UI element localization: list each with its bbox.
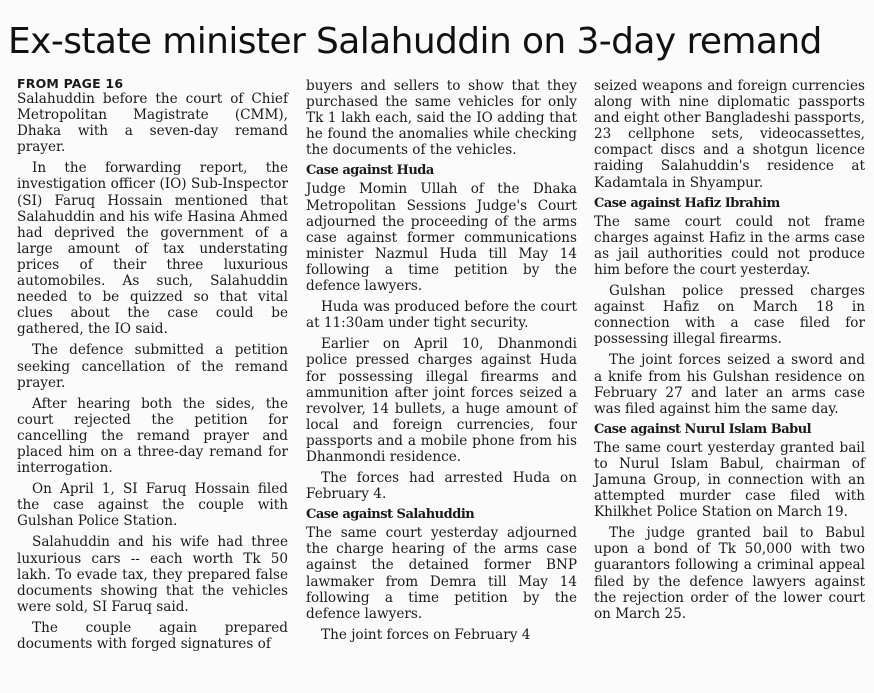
article-column-2 — [306, 78, 577, 648]
body-paragraph: In the forwarding report, the investigation officer (IO) Sub-Inspector (SI) Faruq Hossain mentioned that Salahuddin and his wife Hasina Ahmed had deprived the government of a large amount of tax understating prices of their three luxurious automobiles. As such, Salahuddin needed to be quizzed so that vital clues about the case could be gathered, the IO said. — [17, 160, 288, 338]
body-paragraph: The joint forces seized a sword and a knife from his Gulshan residence on February 27 and later an arms case was filed against him the same day. — [594, 352, 865, 417]
subhead-case-against-hafiz-ibrahim: Case against Hafiz Ibrahim — [594, 195, 780, 211]
subhead-case-against-nurul-islam-babul: Case against Nurul Islam Babul — [594, 421, 812, 437]
body-paragraph: After hearing both the sides, the court rejected the petition for cancelling the remand prayer and placed him on a three-day remand for interrogation. — [17, 395, 288, 477]
body-paragraph: Gulshan police pressed charges against Hafiz on March 18 in connection with a case filed for possessing illegal firearms. — [594, 283, 865, 348]
body-paragraph: The defence submitted a petition seeking cancellation of the remand prayer. — [17, 342, 288, 391]
body-paragraph: The same court yesterday adjourned the charge hearing of the arms case against the detained former BNP lawmaker from Demra till May 14 following a time petition by the defence lawyers. — [306, 525, 577, 622]
body-paragraph: Salahuddin before the court of Chief Metropolitan Magistrate (CMM), Dhaka with a seven-day remand prayer. — [17, 91, 288, 156]
article-column-1 — [17, 78, 288, 657]
body-paragraph: On April 1, SI Faruq Hossain filed the case against the couple with Gulshan Police Station. — [17, 481, 288, 530]
subhead-case-against-salahuddin: Case against Salahuddin — [306, 507, 475, 523]
body-paragraph: The same court yesterday granted bail to Nurul Islam Babul, chairman of Jamuna Group, in connection with an attempted murder case filed with Khilkhet Police Station on March 19. — [594, 439, 865, 521]
body-paragraph: seized weapons and foreign currencies along with nine diplomatic passports and eight other Bangladeshi passports, 23 cellphone sets, videocassettes, compact discs and a shotgun licence raiding Salahuddin's residence at Kadamtala in Shyampur. — [594, 78, 865, 191]
subhead-case-against-huda: Case against Huda — [306, 163, 434, 179]
headline: Ex-state minister Salahuddin on 3-day remand — [8, 21, 822, 62]
body-paragraph: Salahuddin and his wife had three luxurious cars -- each worth Tk 50 lakh. To evade tax, they prepared false documents showing that the vehicles were sold, SI Faruq said. — [17, 534, 288, 615]
body-paragraph: The same court could not frame charges against Hafiz in the arms case as jail authorities could not produce him before the court yesterday. — [594, 213, 865, 278]
article-column-3 — [594, 78, 865, 627]
body-paragraph: The judge granted bail to Babul upon a bond of Tk 50,000 with two guarantors following a criminal appeal filed by the defence lawyers against the rejection order of the lower court on March 25. — [594, 525, 865, 622]
body-paragraph: buyers and sellers to show that they purchased the same vehicles for only Tk 1 lakh each, said the IO adding that he found the anomalies while checking the documents of the vehicles. — [306, 78, 577, 159]
body-paragraph: The couple again prepared documents with forged signatures of — [17, 619, 288, 652]
body-paragraph: The forces had arrested Huda on February 4. — [306, 470, 577, 503]
body-paragraph: Huda was produced before the court at 11:30am under tight security. — [306, 299, 577, 332]
body-paragraph: Judge Momin Ullah of the Dhaka Metropolitan Sessions Judge's Court adjourned the proceeding of the arms case against former communications minister Nazmul Huda till May 14 following a time petition by the defence lawyers. — [306, 181, 577, 295]
body-paragraph: The joint forces on February 4 — [321, 626, 531, 643]
continuation-kicker: FROM PAGE 16 — [17, 76, 124, 91]
body-paragraph: Earlier on April 10, Dhanmondi police pressed charges against Huda for possessing illegal firearms and ammunition after joint forces seized a revolver, 14 bullets, a huge amount of local and foreign currencies, four passports and a mobile phone from his Dhanmondi residence. — [306, 336, 577, 465]
